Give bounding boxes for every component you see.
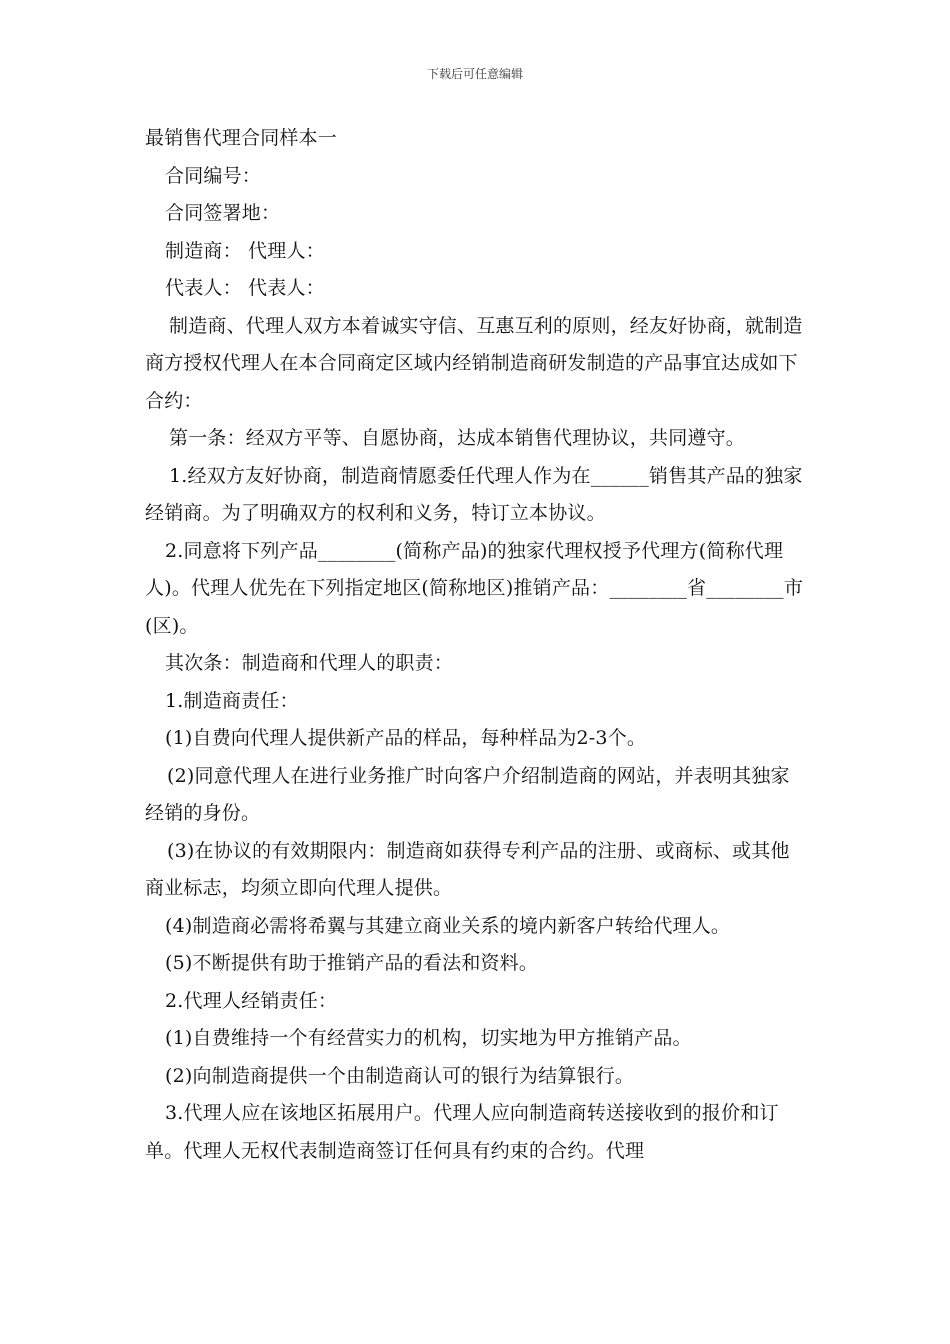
representatives-line: 代表人： 代表人：: [165, 277, 325, 299]
contract-number-line: 合同编号：: [165, 164, 262, 187]
manufacturer-duty-5: (5)不断提供有助于推销产品的看法和资料。: [165, 952, 539, 974]
document-body: [145, 120, 807, 1170]
contract-place-line: 合同签署地：: [165, 202, 281, 224]
manufacturer-duty-1: (1)自费向代理人提供新产品的样品，每种样品为2-3个。: [165, 727, 647, 749]
manufacturer-duty-2: (2)同意代理人在进行业务推广时向客户介绍制造商的网站，并表明其独家经销的身份。: [145, 764, 790, 824]
document-title: 最销售代理合同样本一: [145, 127, 338, 149]
manufacturer-duties-heading: 1.制造商责任：: [165, 689, 299, 712]
agent-duty-1: (1)自费维持一个有经营实力的机构，切实地为甲方推销产品。: [165, 1027, 692, 1049]
manufacturer-duty-3: (3)在协议的有效期限内：制造商如获得专利产品的注册、或商标、或其他商业标志，均须立即向代理人提供。: [145, 839, 790, 899]
agent-duties-heading: 2.代理人经销责任：: [165, 989, 338, 1012]
agent-duty-2: (2)向制造商提供一个由制造商认可的银行为结算银行。: [165, 1064, 635, 1087]
preamble-paragraph: 制造商、代理人双方本着诚实守信、互惠互利的原则，经友好协商，就制造商方授权代理人在本合同商定区域内经销制造商研发制造的产品事宜达成如下合约：: [145, 314, 803, 412]
page-header: 下载后可任意编辑: [426, 67, 523, 81]
article-1-clause-2: 2.同意将下列产品________(简称产品)的独家代理权授予代理方(简称代理人)。代理人优先在下列指定地区(简称地区)推销产品：________省________市(区)。: [145, 539, 804, 637]
article-1-clause-1: 1.经双方友好协商，制造商情愿委任代理人作为在______销售其产品的独家经销商。为了明确双方的权利和义务，特订立本协议。: [145, 464, 803, 524]
article-2-heading: 其次条：制造商和代理人的职责：: [165, 652, 454, 674]
agent-clause-3: 3.代理人应在该地区拓展用户。代理人应向制造商转送接收到的报价和订单。代理人无权代表制造商签订任何具有约束的合约。代理: [145, 1102, 779, 1162]
article-1-heading: 第一条：经双方平等、自愿协商，达成本销售代理协议，共同遵守。: [169, 427, 746, 449]
manufacturer-duty-4: (4)制造商必需将希翼与其建立商业关系的境内新客户转给代理人。: [165, 914, 731, 937]
parties-line: 制造商： 代理人：: [165, 239, 325, 262]
